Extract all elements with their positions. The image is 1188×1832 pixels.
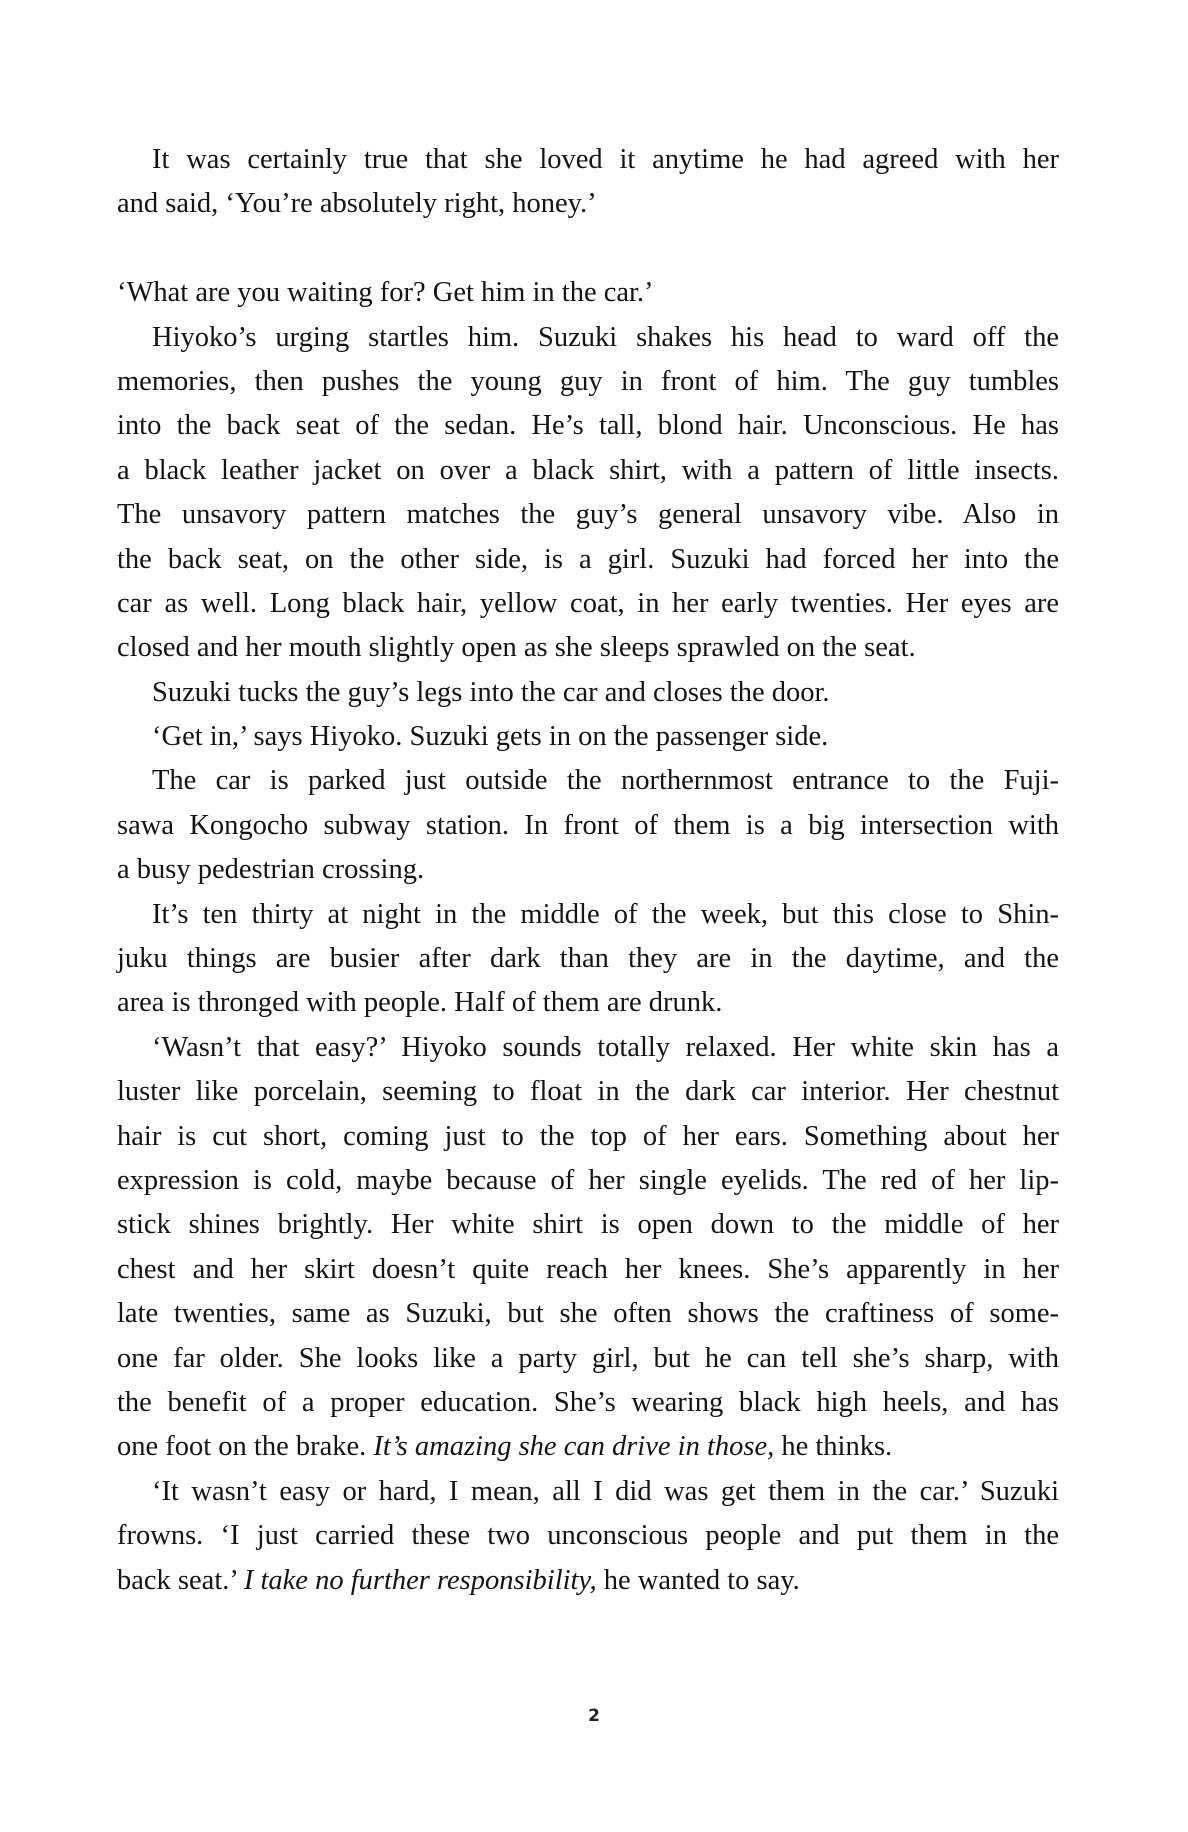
text-line (117, 1026, 1059, 1070)
text-line (117, 360, 1059, 404)
text-segment: frowns. ‘I just carried these two unconscious people and put them in the (117, 1520, 1059, 1552)
text-segment: a busy pedestrian crossing. (117, 854, 425, 886)
text-line (117, 138, 1059, 182)
text-segment: and said, ‘You’re absolutely right, honey.’ (117, 188, 597, 220)
text-segment: ‘It wasn’t easy or hard, I mean, all I did was get them in the car.’ Suzuki (152, 1475, 1059, 1507)
text-segment: car as well. Long black hair, yellow coat, in her early twenties. Her eyes are (117, 587, 1059, 619)
text-segment: he wanted to say. (596, 1564, 800, 1596)
text-line (117, 1115, 1059, 1159)
text-line (117, 1070, 1059, 1114)
text-line (117, 316, 1059, 360)
text-segment: ‘What are you waiting for? Get him in the car.’ (117, 277, 654, 309)
text-line (117, 715, 1059, 759)
text-segment: stick shines brightly. Her white shirt is open down to the middle of her (117, 1209, 1059, 1241)
text-line (117, 1337, 1059, 1381)
text-line (117, 1425, 1059, 1469)
text-line (117, 671, 1059, 715)
text-line (117, 182, 1059, 226)
text-segment: closed and her mouth slightly open as she sleeps sprawled on the seat. (117, 632, 916, 664)
text-line (117, 937, 1059, 981)
text-segment: late twenties, same as Suzuki, but she often shows the craftiness of some- (117, 1298, 1059, 1330)
text-segment: ‘Get in,’ says Hiyoko. Suzuki gets in on the passenger side. (152, 721, 829, 753)
text-segment: memories, then pushes the young guy in front of him. The guy tumbles (117, 365, 1059, 397)
text-line (117, 804, 1059, 848)
text-line (117, 1203, 1059, 1247)
text-line (117, 404, 1059, 448)
text-segment: expression is cold, maybe because of her single eyelids. The red of her lip- (117, 1164, 1059, 1196)
text-line (117, 1248, 1059, 1292)
text-segment: luster like porcelain, seeming to float in the dark car interior. Her chestnut (117, 1076, 1059, 1108)
text-segment: he thinks. (774, 1431, 893, 1463)
text-segment: chest and her skirt doesn’t quite reach her knees. She’s apparently in her (117, 1253, 1059, 1285)
text-line (117, 1559, 1059, 1603)
text-segment: one foot on the brake. (117, 1431, 374, 1463)
text-line (117, 1292, 1059, 1336)
text-line (117, 759, 1059, 803)
text-segment: one far older. She looks like a party girl, but he can tell she’s sharp, with (117, 1342, 1059, 1374)
text-segment: Hiyoko’s urging startles him. Suzuki shakes his head to ward off the (152, 321, 1059, 353)
text-line (117, 493, 1059, 537)
text-line (117, 981, 1059, 1025)
text-line (117, 271, 1059, 315)
text-line (117, 893, 1059, 937)
text-line (117, 449, 1059, 493)
text-segment: the back seat, on the other side, is a girl. Suzuki had forced her into the (117, 543, 1059, 575)
italic-text: It’s amazing she can drive in those, (373, 1431, 775, 1463)
text-segment: ‘Wasn’t that easy?’ Hiyoko sounds totally relaxed. Her white skin has a (152, 1031, 1059, 1063)
text-line (117, 582, 1059, 626)
text-segment: sawa Kongocho subway station. In front of them is a big intersection with (117, 809, 1059, 841)
text-segment: area is thronged with people. Half of them are drunk. (117, 987, 723, 1019)
blank-line (117, 227, 1059, 271)
text-line (117, 626, 1059, 670)
text-segment: into the back seat of the sedan. He’s tall, blond hair. Unconscious. He has (117, 410, 1059, 442)
text-segment: a black leather jacket on over a black shirt, with a pattern of little insects. (117, 454, 1059, 486)
text-line (117, 1470, 1059, 1514)
text-line (117, 1159, 1059, 1203)
text-segment: juku things are busier after dark than they are in the daytime, and the (117, 943, 1059, 975)
italic-text: I take no further responsibility, (243, 1564, 597, 1596)
body-text (117, 138, 1059, 1603)
text-segment: back seat.’ (117, 1564, 244, 1596)
text-segment: The unsavory pattern matches the guy’s general unsavory vibe. Also in (117, 499, 1059, 531)
text-line (117, 1514, 1059, 1558)
page-number: 2 (588, 1706, 600, 1726)
text-line (117, 848, 1059, 892)
text-segment: The car is parked just outside the northernmost entrance to the Fuji- (152, 765, 1059, 797)
text-segment: It was certainly true that she loved it anytime he had agreed with her (152, 144, 1059, 175)
text-segment: the benefit of a proper education. She’s wearing black high heels, and has (117, 1386, 1059, 1418)
text-line (117, 538, 1059, 582)
text-segment: Suzuki tucks the guy’s legs into the car and closes the door. (152, 676, 830, 708)
text-segment: It’s ten thirty at night in the middle of the week, but this close to Shin- (152, 898, 1059, 930)
text-line (117, 1381, 1059, 1425)
text-segment: hair is cut short, coming just to the top of her ears. Something about her (117, 1120, 1059, 1152)
